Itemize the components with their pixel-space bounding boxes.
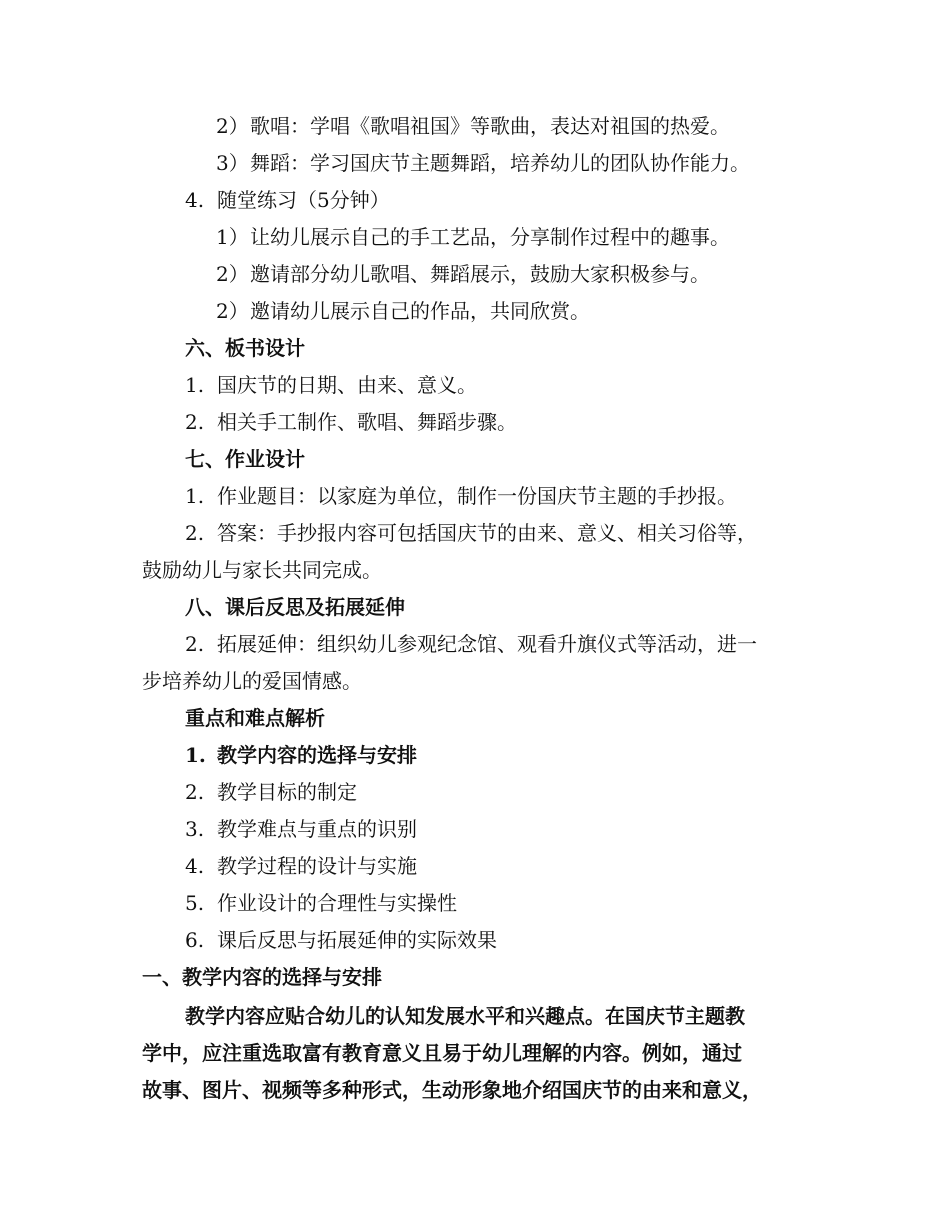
item-number: 2. xyxy=(185,521,205,545)
item-number: 1. xyxy=(185,373,205,397)
item-number: 6. xyxy=(185,928,205,952)
paragraph-line: 故事、图片、视频等多种形式，生动形象地介绍国庆节的由来和意义， xyxy=(142,1078,762,1102)
item-text: 随堂练习（5分钟） xyxy=(217,188,390,212)
section-heading-key-points: 重点和难点解析 xyxy=(185,706,325,730)
item-number: 1. xyxy=(185,484,205,508)
list-item xyxy=(185,626,757,663)
list-item xyxy=(185,515,757,552)
item-number: 4. xyxy=(185,188,205,212)
paragraph-line: 学中，应注重选取富有教育意义且易于幼儿理解的内容。例如，通过 xyxy=(142,1041,742,1065)
list-item xyxy=(185,737,417,774)
item-text: 舞蹈：学习国庆节主题舞蹈，培养幼儿的团队协作能力。 xyxy=(250,151,750,175)
item-number: 1. xyxy=(185,743,206,767)
list-item xyxy=(185,811,417,848)
item-number: 2. xyxy=(185,632,205,656)
item-text: 邀请部分幼儿歌唱、舞蹈展示，鼓励大家积极参与。 xyxy=(250,262,710,286)
sub-item-singing xyxy=(216,108,730,145)
section-heading-homework: 七、作业设计 xyxy=(185,447,305,471)
item-text: 邀请幼儿展示自己的作品，共同欣赏。 xyxy=(250,299,590,323)
item-text: 歌唱：学唱《歌唱祖国》等歌曲，表达对祖国的热爱。 xyxy=(250,114,730,138)
item-text: 拓展延伸：组织幼儿参观纪念馆、观看升旗仪式等活动，进一 xyxy=(217,632,757,656)
item-text: 作业题目：以家庭为单位，制作一份国庆节主题的手抄报。 xyxy=(217,484,737,508)
sub-item-show-crafts xyxy=(216,219,730,256)
item-number: 5. xyxy=(185,891,205,915)
item-number: 2） xyxy=(216,114,249,138)
item-text: 作业设计的合理性与实操性 xyxy=(217,891,457,915)
item-text: 课后反思与拓展延伸的实际效果 xyxy=(217,928,497,952)
item-text: 教学过程的设计与实施 xyxy=(217,854,417,878)
list-item xyxy=(185,367,477,404)
item-number: 4. xyxy=(185,854,205,878)
paragraph-line: 教学内容应贴合幼儿的认知发展水平和兴趣点。在国庆节主题教 xyxy=(185,1004,745,1028)
item-number: 1） xyxy=(216,225,249,249)
item-number: 2. xyxy=(185,780,205,804)
item-text: 相关手工制作、歌唱、舞蹈步骤。 xyxy=(217,410,517,434)
section-heading-content-selection: 一、教学内容的选择与安排 xyxy=(142,965,382,989)
sub-item-dance xyxy=(216,145,750,182)
item-text: 教学内容的选择与安排 xyxy=(217,743,417,767)
list-item xyxy=(185,848,417,885)
item-number: 3. xyxy=(185,817,205,841)
item-text: 教学目标的制定 xyxy=(217,780,357,804)
list-item xyxy=(185,774,357,811)
item-text: 国庆节的日期、由来、意义。 xyxy=(217,373,477,397)
sub-item-appreciate xyxy=(216,293,590,330)
item-number: 2） xyxy=(216,299,249,323)
list-item xyxy=(185,404,517,441)
list-item xyxy=(185,478,737,515)
item-text: 教学难点与重点的识别 xyxy=(217,817,417,841)
section-heading-board-design: 六、板书设计 xyxy=(185,336,305,360)
sub-item-perform xyxy=(216,256,710,293)
item-text: 让幼儿展示自己的手工艺品，分享制作过程中的趣事。 xyxy=(250,225,730,249)
item-number: 2. xyxy=(185,410,205,434)
item-text: 答案：手抄报内容可包括国庆节的由来、意义、相关习俗等， xyxy=(217,521,757,545)
continuation-text: 鼓励幼儿与家长共同完成。 xyxy=(142,558,382,582)
section-heading-reflection: 八、课后反思及拓展延伸 xyxy=(185,595,405,619)
item-practice xyxy=(185,182,390,219)
list-item xyxy=(185,922,497,959)
continuation-text: 步培养幼儿的爱国情感。 xyxy=(142,669,362,693)
item-number: 2） xyxy=(216,262,249,286)
list-item xyxy=(185,885,457,922)
item-number: 3） xyxy=(216,151,249,175)
